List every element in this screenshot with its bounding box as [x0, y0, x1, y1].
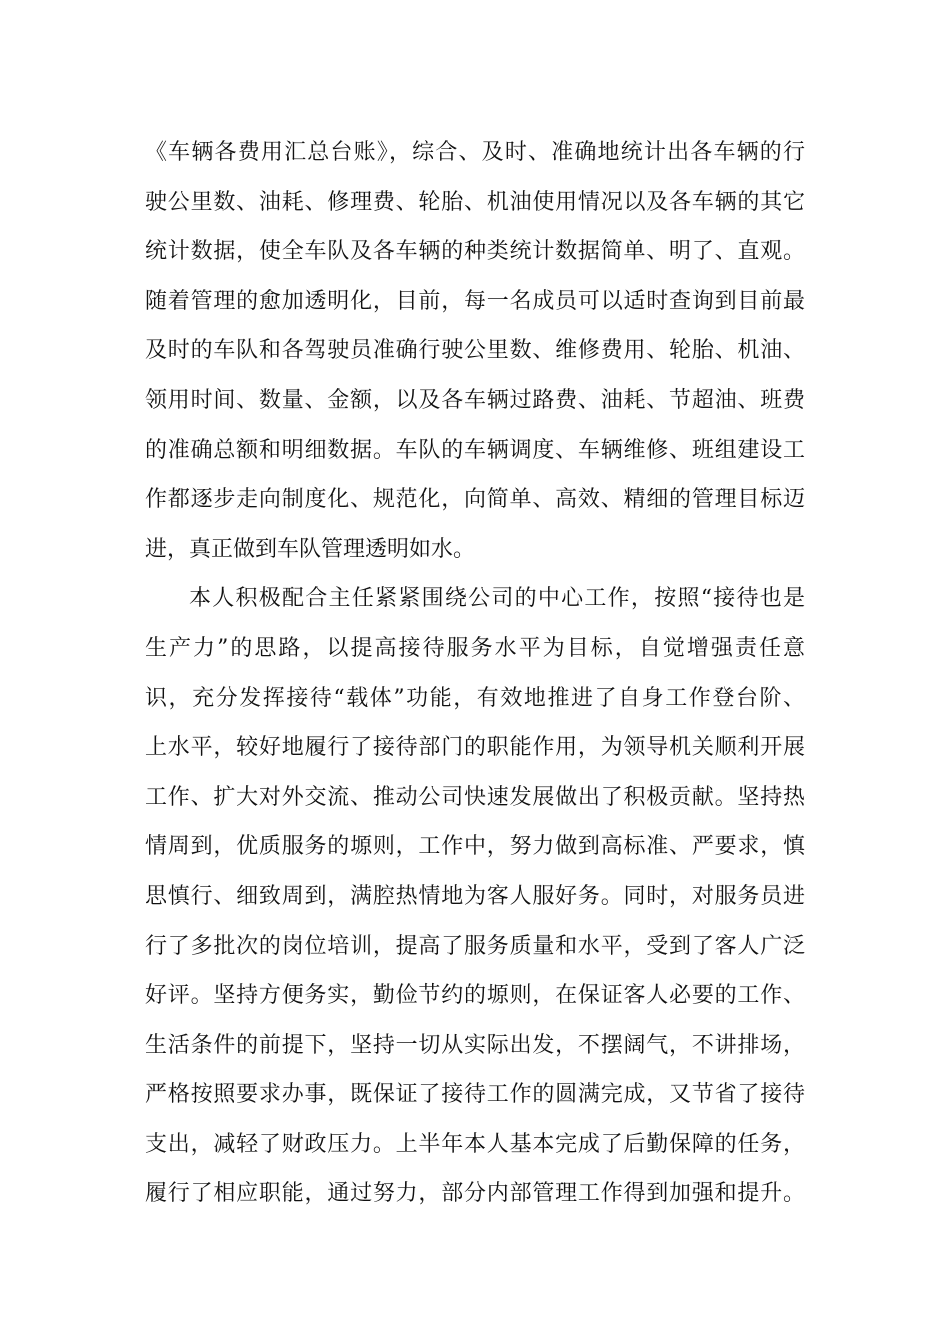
text-line: 严格按照要求办事，既保证了接待工作的圆满完成，又节省了接待: [145, 1082, 805, 1108]
text-line: 生活条件的前提下，坚持一切从实际出发，不摆阔气，不讲排场，: [145, 1032, 805, 1058]
text-line: 及时的车队和各驾驶员准确行驶公里数、维修费用、轮胎、机油、: [145, 338, 805, 364]
text-line: 履行了相应职能，通过努力，部分内部管理工作得到加强和提升。: [145, 1181, 805, 1207]
text-line: 好评。坚持方便务实，勤俭节约的塬则，在保证客人必要的工作、: [145, 983, 805, 1009]
body-text: [145, 128, 805, 1219]
text-line: 领用时间、数量、金额，以及各车辆过路费、油耗、节超油、班费: [145, 387, 805, 413]
text-line: 支出，减轻了财政压力。上半年本人基本完成了后勤保障的任务，: [145, 1131, 805, 1157]
text-line: 生产力”的思路，以提高接待服务水平为目标，自觉增强责任意: [145, 635, 805, 661]
text-line: 随着管理的愈加透明化，目前，每一名成员可以适时查询到目前最: [145, 288, 805, 314]
text-line: 作都逐步走向制度化、规范化，向简单、高效、精细的管理目标迈: [145, 487, 805, 513]
paragraph-1: [145, 128, 805, 574]
text-line: 识，充分发挥接待“载体”功能，有效地推进了自身工作登台阶、: [145, 685, 805, 711]
paragraph-2: [145, 574, 805, 1219]
text-line: 本人积极配合主任紧紧围绕公司的中心工作，按照“接待也是: [189, 586, 805, 612]
text-line: 进，真正做到车队管理透明如水。: [145, 536, 476, 562]
text-line: 《车辆各费用汇总台账》，综合、及时、准确地统计出各车辆的行: [145, 140, 805, 165]
text-line: 的准确总额和明细数据。车队的车辆调度、车辆维修、班组建设工: [145, 437, 805, 463]
text-line: 行了多批次的岗位培训，提高了服务质量和水平，受到了客人广泛: [145, 933, 805, 959]
text-line: 统计数据，使全车队及各车辆的种类统计数据简单、明了、直观。: [145, 239, 805, 265]
text-line: 驶公里数、油耗、修理费、轮胎、机油使用情况以及各车辆的其它: [145, 189, 805, 215]
text-line: 情周到，优质服务的塬则，工作中，努力做到高标准、严要求，慎: [145, 834, 805, 860]
text-line: 上水平，较好地履行了接待部门的职能作用，为领导机关顺利开展: [145, 735, 805, 761]
text-line: 思慎行、细致周到，满腔热情地为客人服好务。同时，对服务员进: [145, 883, 805, 909]
text-line: 工作、扩大对外交流、推动公司快速发展做出了积极贡献。坚持热: [145, 784, 805, 810]
